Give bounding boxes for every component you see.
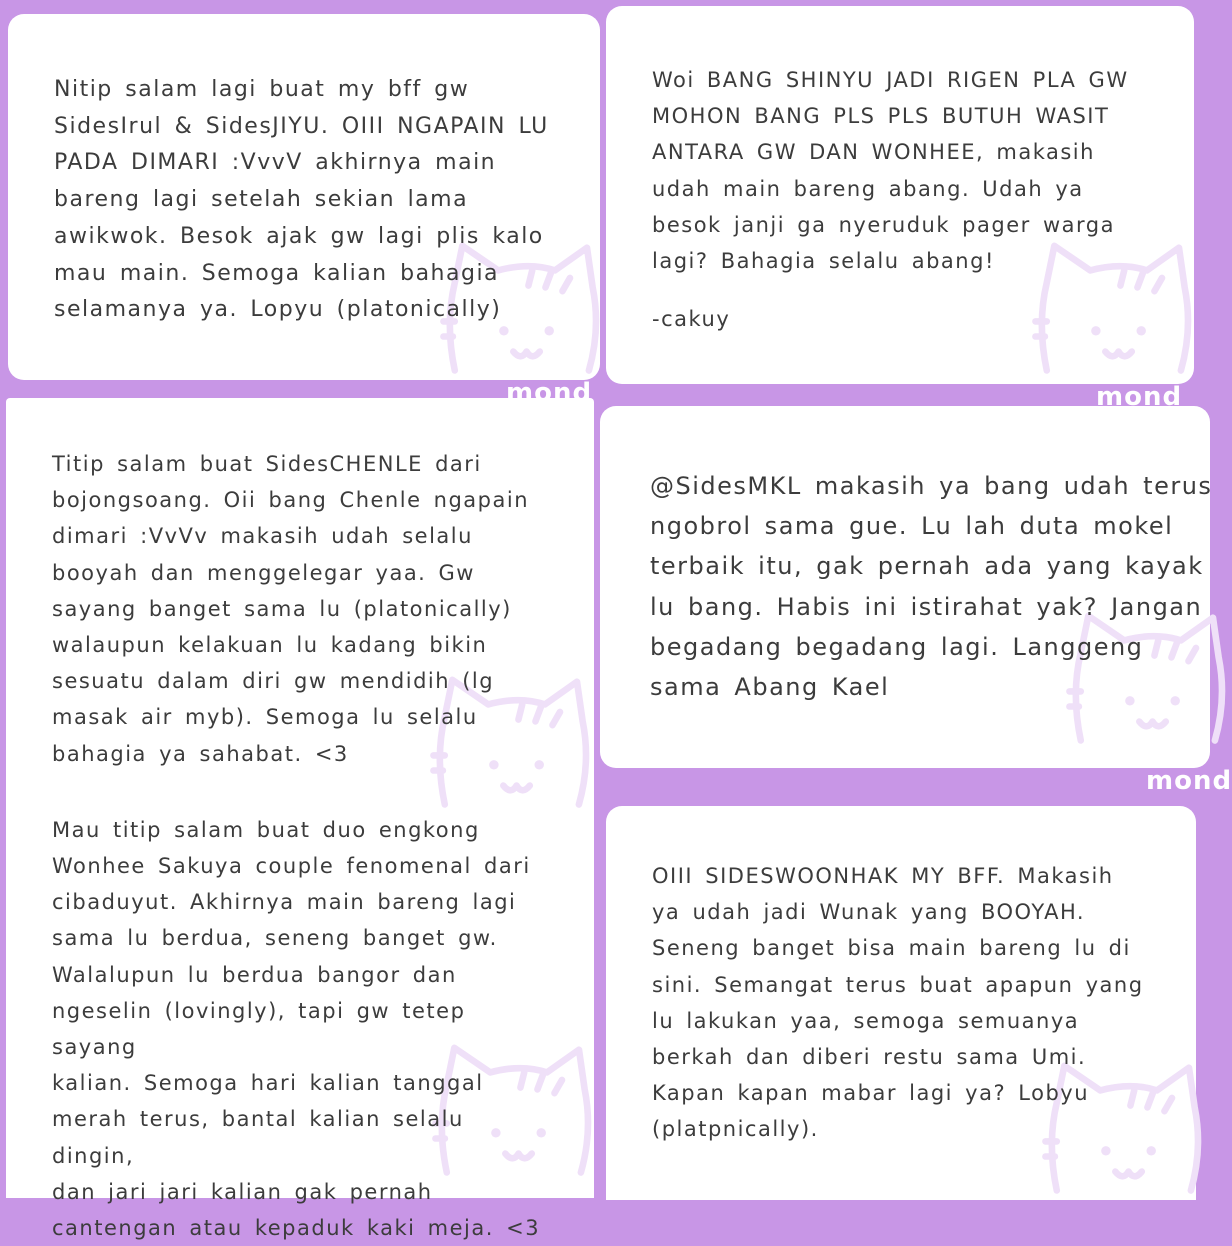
message-line: SidesIrul & SidesJIYU. OIII NGAPAIN LU: [54, 113, 549, 139]
message-line: sesuatu dalam diri gw mendidih (lg: [52, 669, 495, 694]
message-text: [6, 398, 594, 1246]
message-card-1: [8, 14, 600, 380]
message-text: [600, 406, 1213, 707]
message-line: Walalupun lu berdua bangor dan: [52, 962, 457, 987]
mond-watermark-logo: mond: [1146, 766, 1232, 796]
message-card-3: [6, 398, 594, 1241]
message-line: walaupun kelakuan lu kadang bikin: [52, 633, 488, 658]
message-line: masak air myb). Semoga lu selalu: [52, 705, 478, 730]
message-line: merah terus, bantal kalian selalu dingin,: [52, 1107, 464, 1168]
message-line: PADA DIMARI :VvvV akhirnya main: [54, 150, 497, 176]
message-line: selamanya ya. Lopyu (platonically): [54, 297, 502, 323]
message-line: lagi? Bahagia selalu abang!: [652, 249, 995, 274]
message-line: Wonhee Sakuya couple fenomenal dari: [52, 854, 531, 879]
message-line: sayang banget sama lu (platonically): [52, 596, 512, 621]
mond-watermark-logo: mond: [506, 378, 593, 408]
message-line: cibaduyut. Akhirnya main bareng lagi: [52, 890, 517, 915]
message-line: ANTARA GW DAN WONHEE, makasih: [652, 140, 1095, 165]
message-text: [606, 806, 1196, 1148]
message-signature: -cakuy: [652, 307, 731, 332]
mond-watermark-logo: mond: [1096, 382, 1183, 412]
message-line: (platpnically).: [652, 1117, 819, 1142]
message-line: cantengan atau kepaduk kaki meja. <3: [52, 1216, 541, 1241]
message-line: bareng lagi setelah sekian lama: [54, 187, 469, 213]
message-line: Mau titip salam buat duo engkong: [52, 817, 480, 842]
message-card-2: [606, 6, 1194, 384]
message-card-4: [600, 406, 1213, 768]
message-line: ngobrol sama gue. Lu lah duta mokel: [650, 512, 1174, 541]
message-line: sama lu berdua, seneng banget gw.: [52, 926, 498, 951]
message-line: bahagia ya sahabat. <3: [52, 741, 349, 766]
message-line: mau main. Semoga kalian bahagia: [54, 260, 500, 286]
message-line: sini. Semangat terus buat apapun yang: [652, 972, 1144, 997]
message-line: lu lakukan yaa, semoga semuanya: [652, 1008, 1080, 1033]
message-text: [8, 14, 600, 329]
message-line: udah main bareng abang. Udah ya: [652, 176, 1084, 201]
message-card-5: [606, 806, 1196, 1200]
message-line: bojongsoang. Oii bang Chenle ngapain: [52, 488, 530, 513]
message-line: ngeselin (lovingly), tapi gw tetep sayang: [52, 998, 466, 1060]
message-line: @SidesMKL makasih ya bang udah terus: [650, 472, 1213, 500]
message-line: dimari :VvVv makasih udah selalu: [52, 524, 473, 549]
message-line: booyah dan menggelegar yaa. Gw: [52, 560, 475, 585]
message-line: besok janji ga nyeruduk pager warga: [652, 212, 1115, 237]
message-line: MOHON BANG PLS PLS BUTUH WASIT: [652, 104, 1110, 129]
message-line: Nitip salam lagi buat my bff gw: [54, 77, 470, 102]
message-line: lu bang. Habis ini istirahat yak? Jangan: [650, 592, 1203, 621]
message-line: Kapan kapan mabar lagi ya? Lobyu: [652, 1081, 1090, 1106]
message-line: OIII SIDESWOONHAK MY BFF. Makasih: [652, 864, 1114, 888]
message-line: sama Abang Kael: [650, 673, 890, 702]
message-text: [606, 6, 1194, 337]
message-line: dan jari jari kalian gak pernah: [52, 1179, 433, 1204]
message-line: awikwok. Besok ajak gw lagi plis kalo: [54, 223, 544, 249]
message-line: Woi BANG SHINYU JADI RIGEN PLA GW: [652, 68, 1129, 92]
message-line: kalian. Semoga hari kalian tanggal: [52, 1071, 484, 1096]
message-line: terbaik itu, gak pernah ada yang kayak: [650, 552, 1204, 581]
message-line: Seneng banget bisa main bareng lu di: [652, 936, 1131, 961]
message-line: ya udah jadi Wunak yang BOOYAH.: [652, 900, 1086, 925]
message-line: berkah dan diberi restu sama Umi.: [652, 1045, 1087, 1070]
message-line: Titip salam buat SidesCHENLE dari: [52, 452, 482, 476]
message-line: begadang begadang lagi. Langgeng: [650, 632, 1144, 661]
